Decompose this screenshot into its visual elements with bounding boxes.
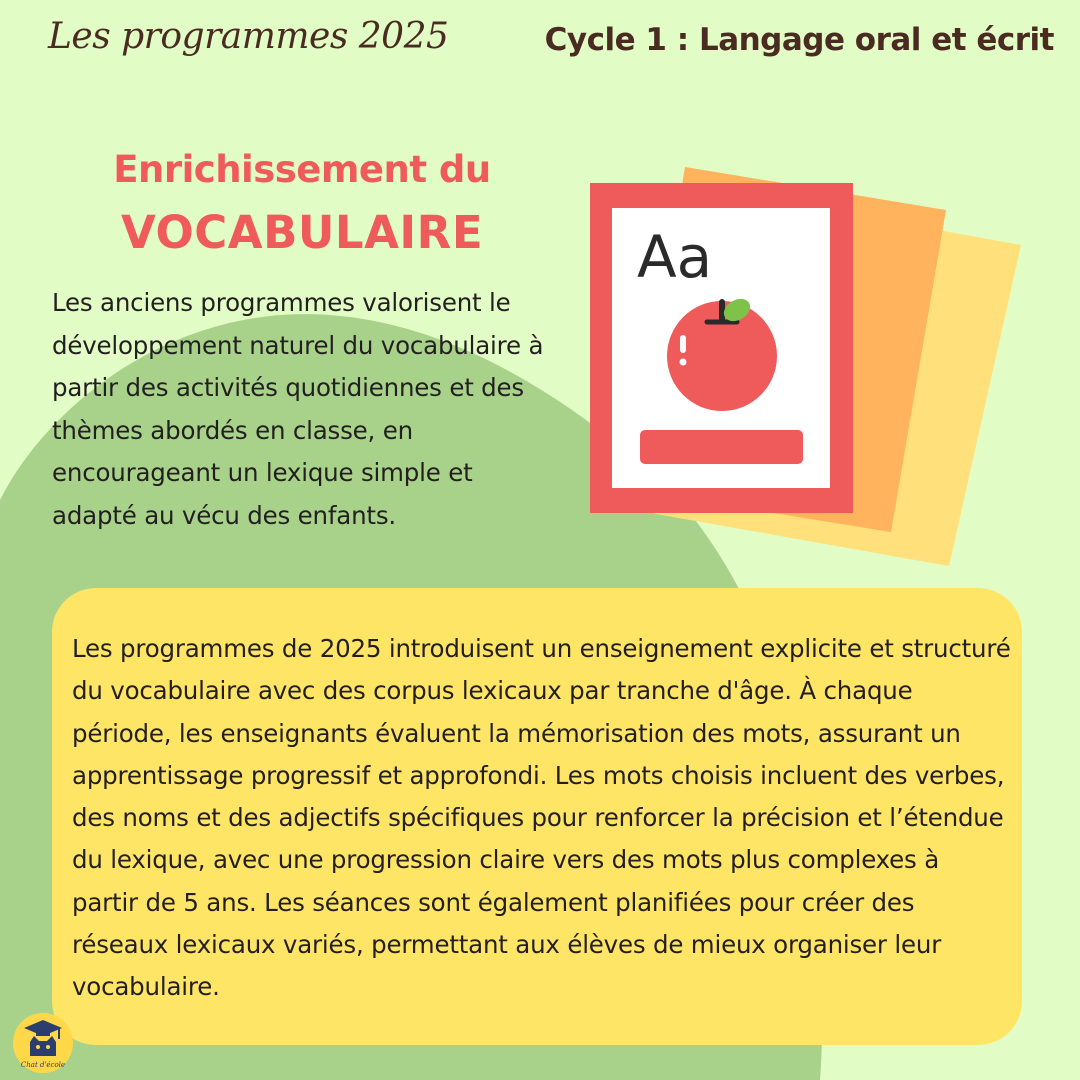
section-heading-line2: VOCABULAIRE [120, 206, 484, 259]
cat-graduation-logo [12, 1012, 74, 1074]
intro-paragraph: Les anciens programmes valorisent le développement naturel du vocabulaire à partir des activités quotidiennes et des thèmes abordés en classe, en encourageant un lexique simple et adapté au vécu des enfants. [52, 288, 544, 530]
section-heading-line1: Enrichissement du [113, 148, 491, 191]
cycle-title: Cycle 1 : Langage oral et écrit [544, 22, 1054, 58]
flashcard-illustration [585, 160, 1025, 570]
card-word-bar [640, 430, 803, 464]
logo-text: Chat d'école [20, 1061, 66, 1069]
highlight-paragraph: Les programmes de 2025 introduisent un enseignement explicite et structuré du vocabulaire avec des corpus lexicaux par tranche d'âge. À chaque période, les enseignants évaluent la mémorisation des mots, assurant un apprentissage progressif et approfondi. Les mots choisis incluent des verbes, des noms et des adjectifs spécifiques pour renforcer la précision et l’étendue du lexique, avec une progression claire vers des mots plus complexes à partir de 5 ans. Les séances sont également planifiées pour créer des réseaux lexicaux variés, permettant aux élèves de mieux organiser leur vocabulaire. [72, 634, 1011, 1002]
highlight-box [52, 588, 1022, 1045]
card-letters: Aa [637, 223, 713, 291]
program-title: Les programmes 2025 [48, 16, 449, 57]
